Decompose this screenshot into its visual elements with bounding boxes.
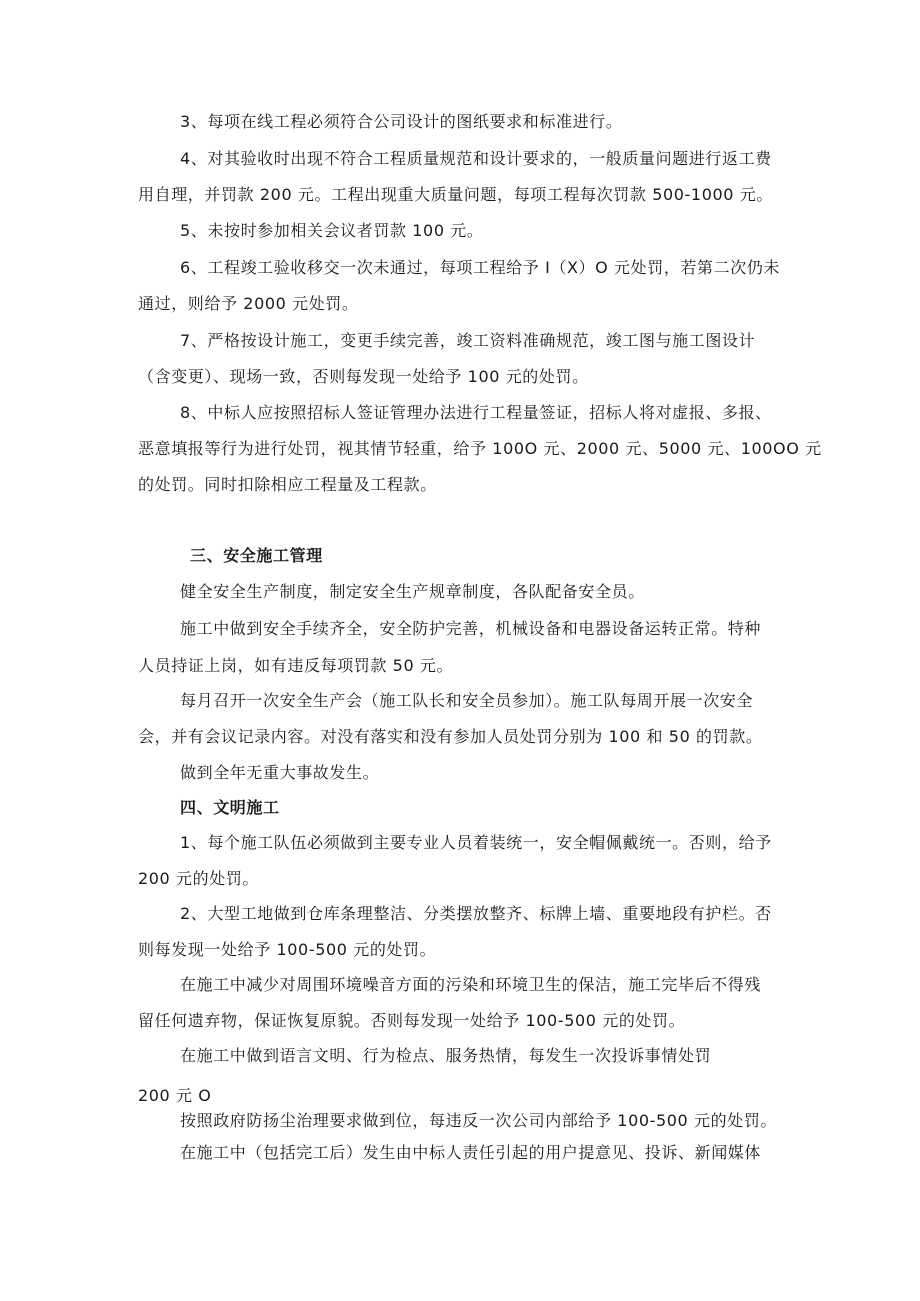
paragraph-line: 每月召开一次安全生产会（施工队长和安全员参加）。施工队每周开展一次安全 [180,691,754,710]
paragraph-line: 健全安全生产制度，制定安全生产规章制度，各队配备安全员。 [180,582,645,601]
paragraph-line: 3、每项在线工程必须符合公司设计的图纸要求和标准进行。 [180,112,623,131]
paragraph-line: 5、未按时参加相关会议者罚款 100 元。 [180,221,484,240]
paragraph-line: 按照政府防扬尘治理要求做到位，每违反一次公司内部给予 100-500 元的处罚。 [180,1111,778,1130]
section-heading-civilized: 四、文明施工 [180,798,280,817]
paragraph-line: 通过，则给予 2000 元处罚。 [138,294,359,313]
paragraph-line: 200 元 O [138,1086,212,1105]
paragraph-line: 在施工中做到语言文明、行为检点、服务热情，每发生一次投诉事情处罚 [180,1046,712,1065]
paragraph-line: 会，并有会议记录内容。对没有落实和没有参加人员处罚分别为 100 和 50 的罚款。 [138,727,763,746]
paragraph-line: 的处罚。同时扣除相应工程量及工程款。 [138,475,437,494]
paragraph-line: （含变更）、现场一致，否则每发现一处给予 100 元的处罚。 [138,367,589,386]
paragraph-line: 6、工程竣工验收移交一次未通过，每项工程给予 I（X）O 元处罚，若第二次仍未 [180,258,781,277]
paragraph-line: 施工中做到安全手续齐全，安全防护完善，机械设备和电器设备运转正常。特种 [180,619,762,638]
paragraph-line: 留任何遗弃物，保证恢复原貌。否则每发现一处给予 100-500 元的处罚。 [138,1011,686,1030]
paragraph-line: 做到全年无重大事故发生。 [180,763,380,782]
paragraph-line: 4、对其验收时出现不符合工程质量规范和设计要求的，一般质量问题进行返工费 [180,149,772,168]
paragraph-line: 在施工中（包括完工后）发生由中标人责任引起的用户提意见、投诉、新闻媒体 [180,1143,762,1162]
paragraph-line: 用自理，并罚款 200 元。工程出现重大质量问题，每项工程每次罚款 500-1000 元。 [138,185,773,204]
paragraph-line: 人员持证上岗，如有违反每项罚款 50 元。 [138,656,454,675]
paragraph-line: 2、大型工地做到仓库条理整洁、分类摆放整齐、标牌上墙、重要地段有护栏。否 [180,904,772,923]
paragraph-line: 恶意填报等行为进行处罚，视其情节轻重，给予 100O 元、2000 元、5000 元、100OO 元 [138,439,822,458]
paragraph-line: 7、严格按设计施工，变更手续完善，竣工资料准确规范，竣工图与施工图设计 [180,331,756,350]
paragraph-line: 200 元的处罚。 [138,869,260,888]
section-heading-safety: 三、安全施工管理 [190,546,323,565]
paragraph-line: 8、中标人应按照招标人签证管理办法进行工程量签证，招标人将对虚报、多报、 [180,403,772,422]
paragraph-line: 在施工中减少对周围环境噪音方面的污染和环境卫生的保洁，施工完毕后不得残 [180,975,762,994]
paragraph-line: 则每发现一处给予 100-500 元的处罚。 [138,940,437,959]
paragraph-line: 1、每个施工队伍必须做到主要专业人员着装统一，安全帽佩戴统一。否则，给予 [180,833,772,852]
